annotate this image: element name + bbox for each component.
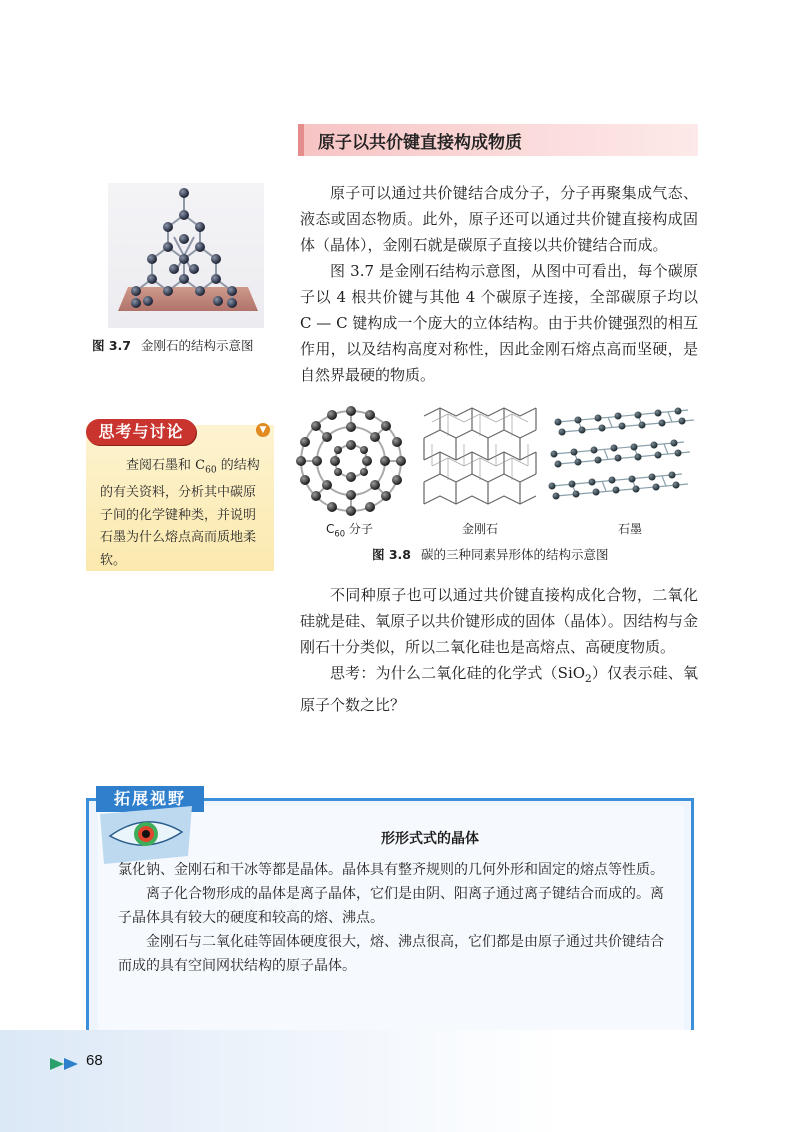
sio2-text [300,582,698,718]
think-discuss-tab: 思考与讨论 [86,419,196,445]
c60-suffix: 分子 [345,522,373,536]
page-arrows-icon [50,1055,84,1067]
intro-paragraph-1: 原子可以通过共价键结合成分子，分子再聚集成气态、液态或固态物质。此外，原子还可以通过共价键直接构成固体（晶体），金刚石就是碳原子直接以共价键结合而成。 [300,184,698,254]
page-bottom-gradient [0,1030,800,1132]
sio2-paragraph: 不同种原子也可以通过共价键直接构成化合物，二氧化硅就是硅、氧原子以共价键形成的固体（晶体）。因结构与金刚石十分类似，所以二氧化硅也是高熔点、高硬度物质。 [300,586,698,656]
extension-title: 形形式式的晶体 [381,831,479,847]
think-discuss-text [100,455,262,572]
c60-base: C [326,522,335,536]
c60-sub: 60 [334,528,346,539]
figure-3-8-caption [372,545,609,563]
extension-tab: 拓展视野 [96,786,204,812]
sio2-think-a: 思考：为什么二氧化硅的化学式（SiO [330,664,586,682]
figure-3-7-label: 图 3.7 [92,338,131,353]
section-title: 原子以共价键直接构成物质 [318,133,522,153]
think-text-b: 的结构的有关资料，分析其中碳原子间的化学键种类，并说明石墨为什么熔点高而质地柔软。 [100,458,260,568]
extension-paragraph-3: 金刚石与二氧化硅等固体硬度很大，熔、沸点很高，它们都是由原子通过共价键结合而成的具有空间网状结构的原子晶体。 [118,934,664,974]
extension-paragraph-1: 氯化钠、金刚石和干冰等都是晶体。晶体具有整齐规则的几何外形和固定的熔点等性质。 [118,862,664,878]
figure-3-8-caption-text: 碳的三种同素异形体的结构示意图 [421,547,609,562]
diamond-label: 金刚石 [462,522,499,536]
diamond-lattice-figure [420,402,538,520]
sio2-think [300,660,698,718]
think-text-a: 查阅石墨和 C [126,458,206,473]
sio2-think-b: ）仅表示硅、氧原子个数之比？ [300,664,698,714]
page-number: 68 [86,1052,103,1069]
extension-paragraph-2: 离子化合物形成的晶体是离子晶体，它们是由阴、阳离子通过离子键结合而成的。离子晶体具有较大的硬度和较高的熔、沸点。 [118,886,664,926]
figure-3-8-label: 图 3.8 [372,547,411,562]
figure-3-7-caption [92,336,254,354]
graphite-figure [548,402,698,520]
extension-text [118,858,674,978]
intro-text [300,180,698,388]
section-header [298,124,698,156]
chevron-down-icon: ▼ [256,423,270,437]
intro-paragraph-2: 图 3.7 是金刚石结构示意图，从图中可看出，每个碳原子以 4 根共价键与其他 4 个碳原子连接，全部碳原子均以 C — C 键构成一个庞大的立体结构。由于共价键强烈的相互作用，以及结构高度对称性，因此金刚石熔点高而坚硬，是自然界最硬的物质。 [300,262,698,384]
eye-illustration [96,806,196,864]
graphite-label: 石墨 [618,522,643,536]
sio2-think-sub: 2 [585,673,592,685]
think-text-sub: 60 [205,465,217,476]
c60-figure [292,402,410,520]
figure-3-7-caption-text: 金刚石的结构示意图 [141,338,254,353]
diamond-structure-figure [108,183,264,328]
c60-label [326,520,373,538]
